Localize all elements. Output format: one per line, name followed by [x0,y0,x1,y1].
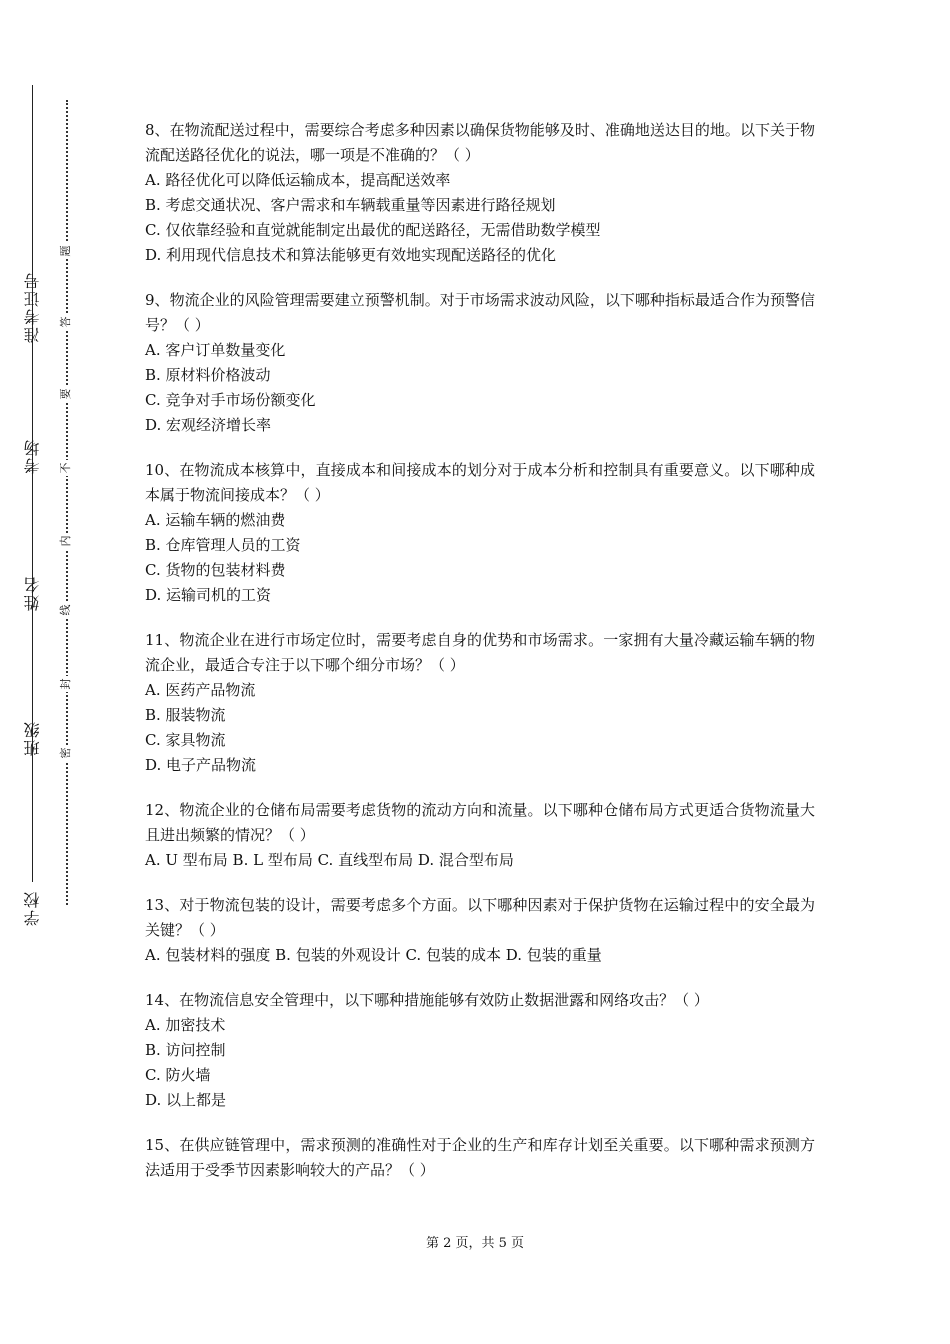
option-d: D. 利用现代信息技术和算法能够更有效地实现配送路径的优化 [145,246,557,264]
question-12 [145,798,815,873]
question-14 [145,988,815,1113]
option-c: C. 防火墙 [145,1066,211,1084]
option-c: C. 仅依靠经验和直觉就能制定出最优的配送路径，无需借助数学模型 [145,221,601,239]
question-text: 10、在物流成本核算中，直接成本和间接成本的划分对于成本分析和控制具有重要意义。以下哪种成本属于物流间接成本？（ ） [145,461,815,504]
option-a: A. 路径优化可以降低运输成本，提高配送效率 [145,171,451,189]
options-inline: A. U 型布局 B. L 型布局 C. 直线型布局 D. 混合型布局 [145,851,514,869]
seal-dotted-line [66,100,68,905]
seal-word-nei: 内 [58,533,74,549]
seal-word-xian: 线 [58,602,74,618]
option-c: C. 家具物流 [145,731,226,749]
option-b: B. 服装物流 [145,706,226,724]
options-inline: A. 包装材料的强度 B. 包装的外观设计 C. 包装的成本 D. 包装的重量 [145,946,602,964]
option-c: C. 货物的包装材料费 [145,561,286,579]
question-text: 15、在供应链管理中，需求预测的准确性对于企业的生产和库存计划至关重要。以下哪种需求预测方法适用于受季节因素影响较大的产品？（ ） [145,1136,815,1179]
option-d: D. 以上都是 [145,1091,227,1109]
option-a: A. 医药产品物流 [145,681,256,699]
option-b: B. 访问控制 [145,1041,226,1059]
field-label-class: 班级 [23,720,42,756]
option-a: A. 加密技术 [145,1016,226,1034]
seal-word-ti: 题 [58,243,74,259]
seal-word-bu: 不 [58,460,74,476]
question-13 [145,893,815,968]
field-label-school: 学校 [22,882,44,926]
seal-word-feng: 封 [58,676,74,692]
seal-word-yao: 要 [58,386,74,402]
binding-solid-line [32,85,33,900]
question-text: 12、物流企业的仓储布局需要考虑货物的流动方向和流量。以下哪种仓储布局方式更适合货物流量大且进出频繁的情况？（ ） [145,801,815,844]
option-c: C. 竞争对手市场份额变化 [145,391,316,409]
seal-word-da: 答 [58,314,74,330]
field-label-exam-room: 考场 [23,438,42,474]
option-a: A. 运输车辆的燃油费 [145,511,286,529]
question-text: 8、在物流配送过程中，需要综合考虑多种因素以确保货物能够及时、准确地送达目的地。以下关于物流配送路径优化的说法，哪一项是不准确的？（ ） [145,121,815,164]
field-label-exam-id: 准考证号 [23,271,42,343]
question-text: 14、在物流信息安全管理中，以下哪种措施能够有效防止数据泄露和网络攻击？（ ） [145,991,709,1009]
option-d: D. 宏观经济增长率 [145,416,272,434]
question-text: 13、对于物流包装的设计，需要考虑多个方面。以下哪种因素对于保护货物在运输过程中的安全最为关键？（ ） [145,896,815,939]
option-b: B. 原材料价格波动 [145,366,271,384]
option-a: A. 客户订单数量变化 [145,341,286,359]
question-text: 9、物流企业的风险管理需要建立预警机制。对于市场需求波动风险，以下哪种指标最适合作为预警信号？（ ） [145,291,815,334]
question-9 [145,288,815,438]
question-11 [145,628,815,778]
question-10 [145,458,815,608]
option-d: D. 运输司机的工资 [145,586,272,604]
field-label-name: 姓名 [23,575,42,611]
option-d: D. 电子产品物流 [145,756,257,774]
question-8 [145,118,815,268]
seal-word-mi: 密 [58,745,74,761]
question-text: 11、物流企业在进行市场定位时，需要考虑自身的优势和市场需求。一家拥有大量冷藏运输车辆的物流企业，最适合专注于以下哪个细分市场？（ ） [145,631,815,674]
page-number: 第 2 页，共 5 页 [425,1236,525,1251]
option-b: B. 仓库管理人员的工资 [145,536,301,554]
question-15 [145,1133,815,1183]
option-b: B. 考虑交通状况、客户需求和车辆载重量等因素进行路径规划 [145,196,556,214]
question-list [145,118,815,1203]
